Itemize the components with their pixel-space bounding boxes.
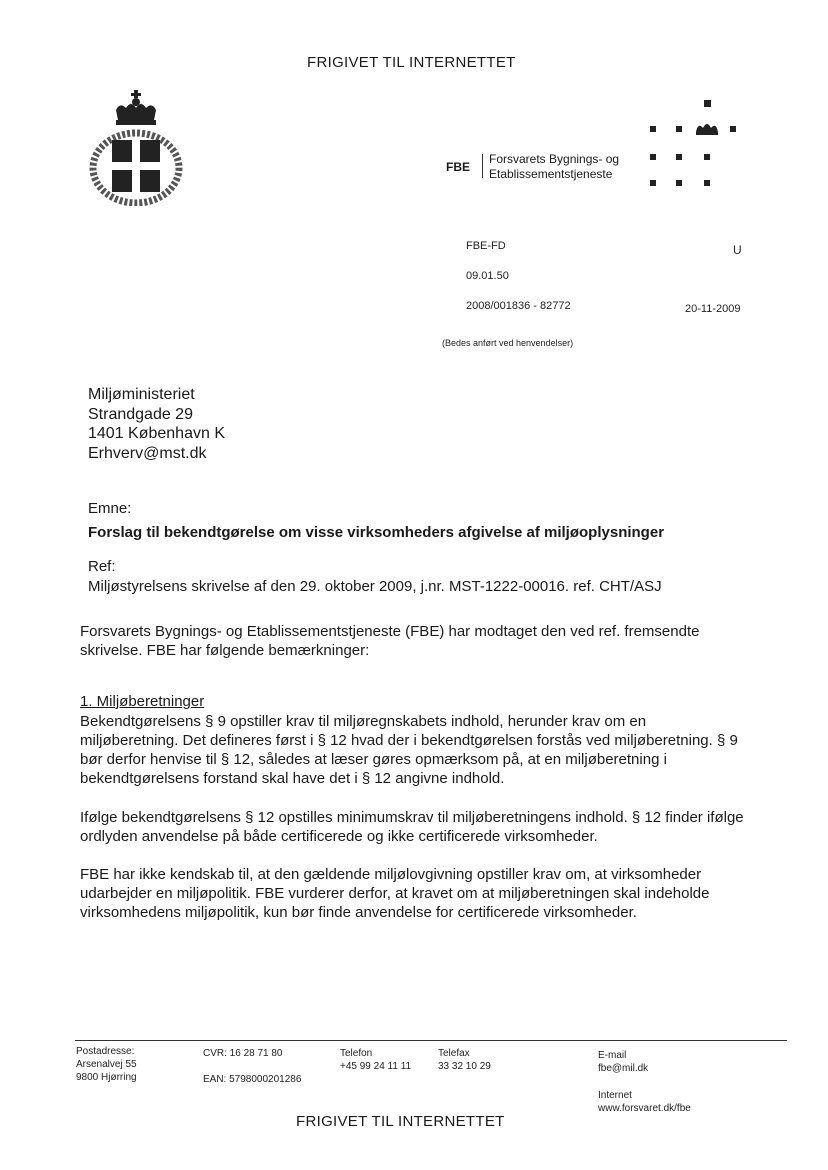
- body-paragraph-1: Bekendtgørelsens § 9 opstiller krav til miljøregnskabets indhold, herunder krav om en miljøberetning. Det defineres først i § 12 hvad der i bekendtgørelsen forstås ved miljøberetning. § 9 bør derfor henvise til § 12, således at læser gøres opmærksom på, at en miljøberetning i bekendtgørelsens forstand skal have det i § 12 angivne indhold.: [80, 713, 738, 787]
- postal-label: Postadresse:: [76, 1046, 135, 1057]
- recipient-name: Miljøministeriet: [88, 386, 195, 403]
- intro-paragraph: Forsvarets Bygnings- og Etablissementstjeneste (FBE) har modtaget den ved ref. fremsendte skrivelse. FBE har følgende bemærkninger:: [80, 623, 700, 659]
- footer-email: [598, 1049, 648, 1075]
- footer-cvr: CVR: 16 28 71 80: [203, 1048, 283, 1059]
- footer-website: [598, 1089, 691, 1115]
- logo-separator: [482, 154, 483, 178]
- email-label: E-mail: [598, 1050, 627, 1061]
- fbe-abbreviation: FBE: [446, 160, 470, 174]
- organization-name: [489, 152, 619, 182]
- footer-phone: [340, 1047, 411, 1073]
- reference-label: Ref:: [88, 558, 116, 575]
- footer-postal-address: [76, 1045, 137, 1084]
- footer-ean: EAN: 5798000201286: [203, 1074, 302, 1085]
- organization-name-line1: Forsvarets Bygnings- og: [489, 152, 620, 166]
- web-label: Internet: [598, 1090, 632, 1101]
- postal-city: 9800 Hjørring: [76, 1072, 137, 1083]
- section-heading: 1. Miljøberetninger: [80, 693, 205, 710]
- release-stamp-bottom: FRIGIVET TIL INTERNETTET: [296, 1113, 505, 1130]
- phone-number: +45 99 24 11 11: [340, 1061, 412, 1072]
- reference-note: (Bedes anført ved henvendelser): [442, 338, 574, 348]
- department-code: FBE-FD: [466, 240, 506, 252]
- fax-label: Telefax: [438, 1048, 470, 1059]
- release-stamp-top: FRIGIVET TIL INTERNETTET: [307, 54, 516, 71]
- subject-title: Forslag til bekendtgørelse om visse virksomheders afgivelse af miljøoplysninger: [88, 524, 665, 541]
- postal-street: Arsenalvej 55: [76, 1059, 137, 1070]
- organization-name-line2: Etablissementstjeneste: [489, 167, 613, 181]
- email-address: fbe@mil.dk: [598, 1063, 649, 1074]
- recipient-email: Erhverv@mst.dk: [88, 444, 207, 462]
- recipient-city: 1401 København K: [88, 425, 225, 442]
- reference-text: Miljøstyrelsens skrivelse af den 29. oktober 2009, j.nr. MST-1222-00016. ref. CHT/ASJ: [88, 578, 662, 595]
- footer-divider: [75, 1040, 787, 1041]
- journal-number: 2008/001836 - 82772: [466, 300, 571, 312]
- web-address: www.forsvaret.dk/fbe: [598, 1103, 691, 1114]
- body-paragraph-2: Ifølge bekendtgørelsens § 12 opstilles minimumskrav til miljøberetningens indhold. § 12 finder ifølge ordlyden anvendelse på både certificerede og ikke certificerede virksomheder.: [80, 809, 744, 845]
- file-code: 09.01.50: [466, 270, 509, 282]
- fax-number: 33 32 10 29: [438, 1061, 491, 1072]
- recipient-address: [88, 385, 225, 463]
- crown-cross-emblem: [86, 90, 186, 206]
- subject-label: Emne:: [88, 500, 132, 517]
- body-paragraph-3: FBE har ikke kendskab til, at den gældende miljølovgivning opstiller krav om, at virksomheder udarbejder en miljøpolitik. FBE vurderer derfor, at kravet om at miljøberetningen skal indeholde virksomhedens miljøpolitik, kun bør finde anvendelse for certificerede virksomheder.: [80, 866, 710, 921]
- recipient-street: Strandgade 29: [88, 405, 193, 423]
- footer-fax: [438, 1047, 491, 1073]
- classification-mark: U: [733, 243, 742, 257]
- phone-label: Telefon: [340, 1048, 373, 1059]
- letter-date: 20-11-2009: [685, 303, 741, 315]
- fbe-crown-grid-logo: [440, 92, 750, 202]
